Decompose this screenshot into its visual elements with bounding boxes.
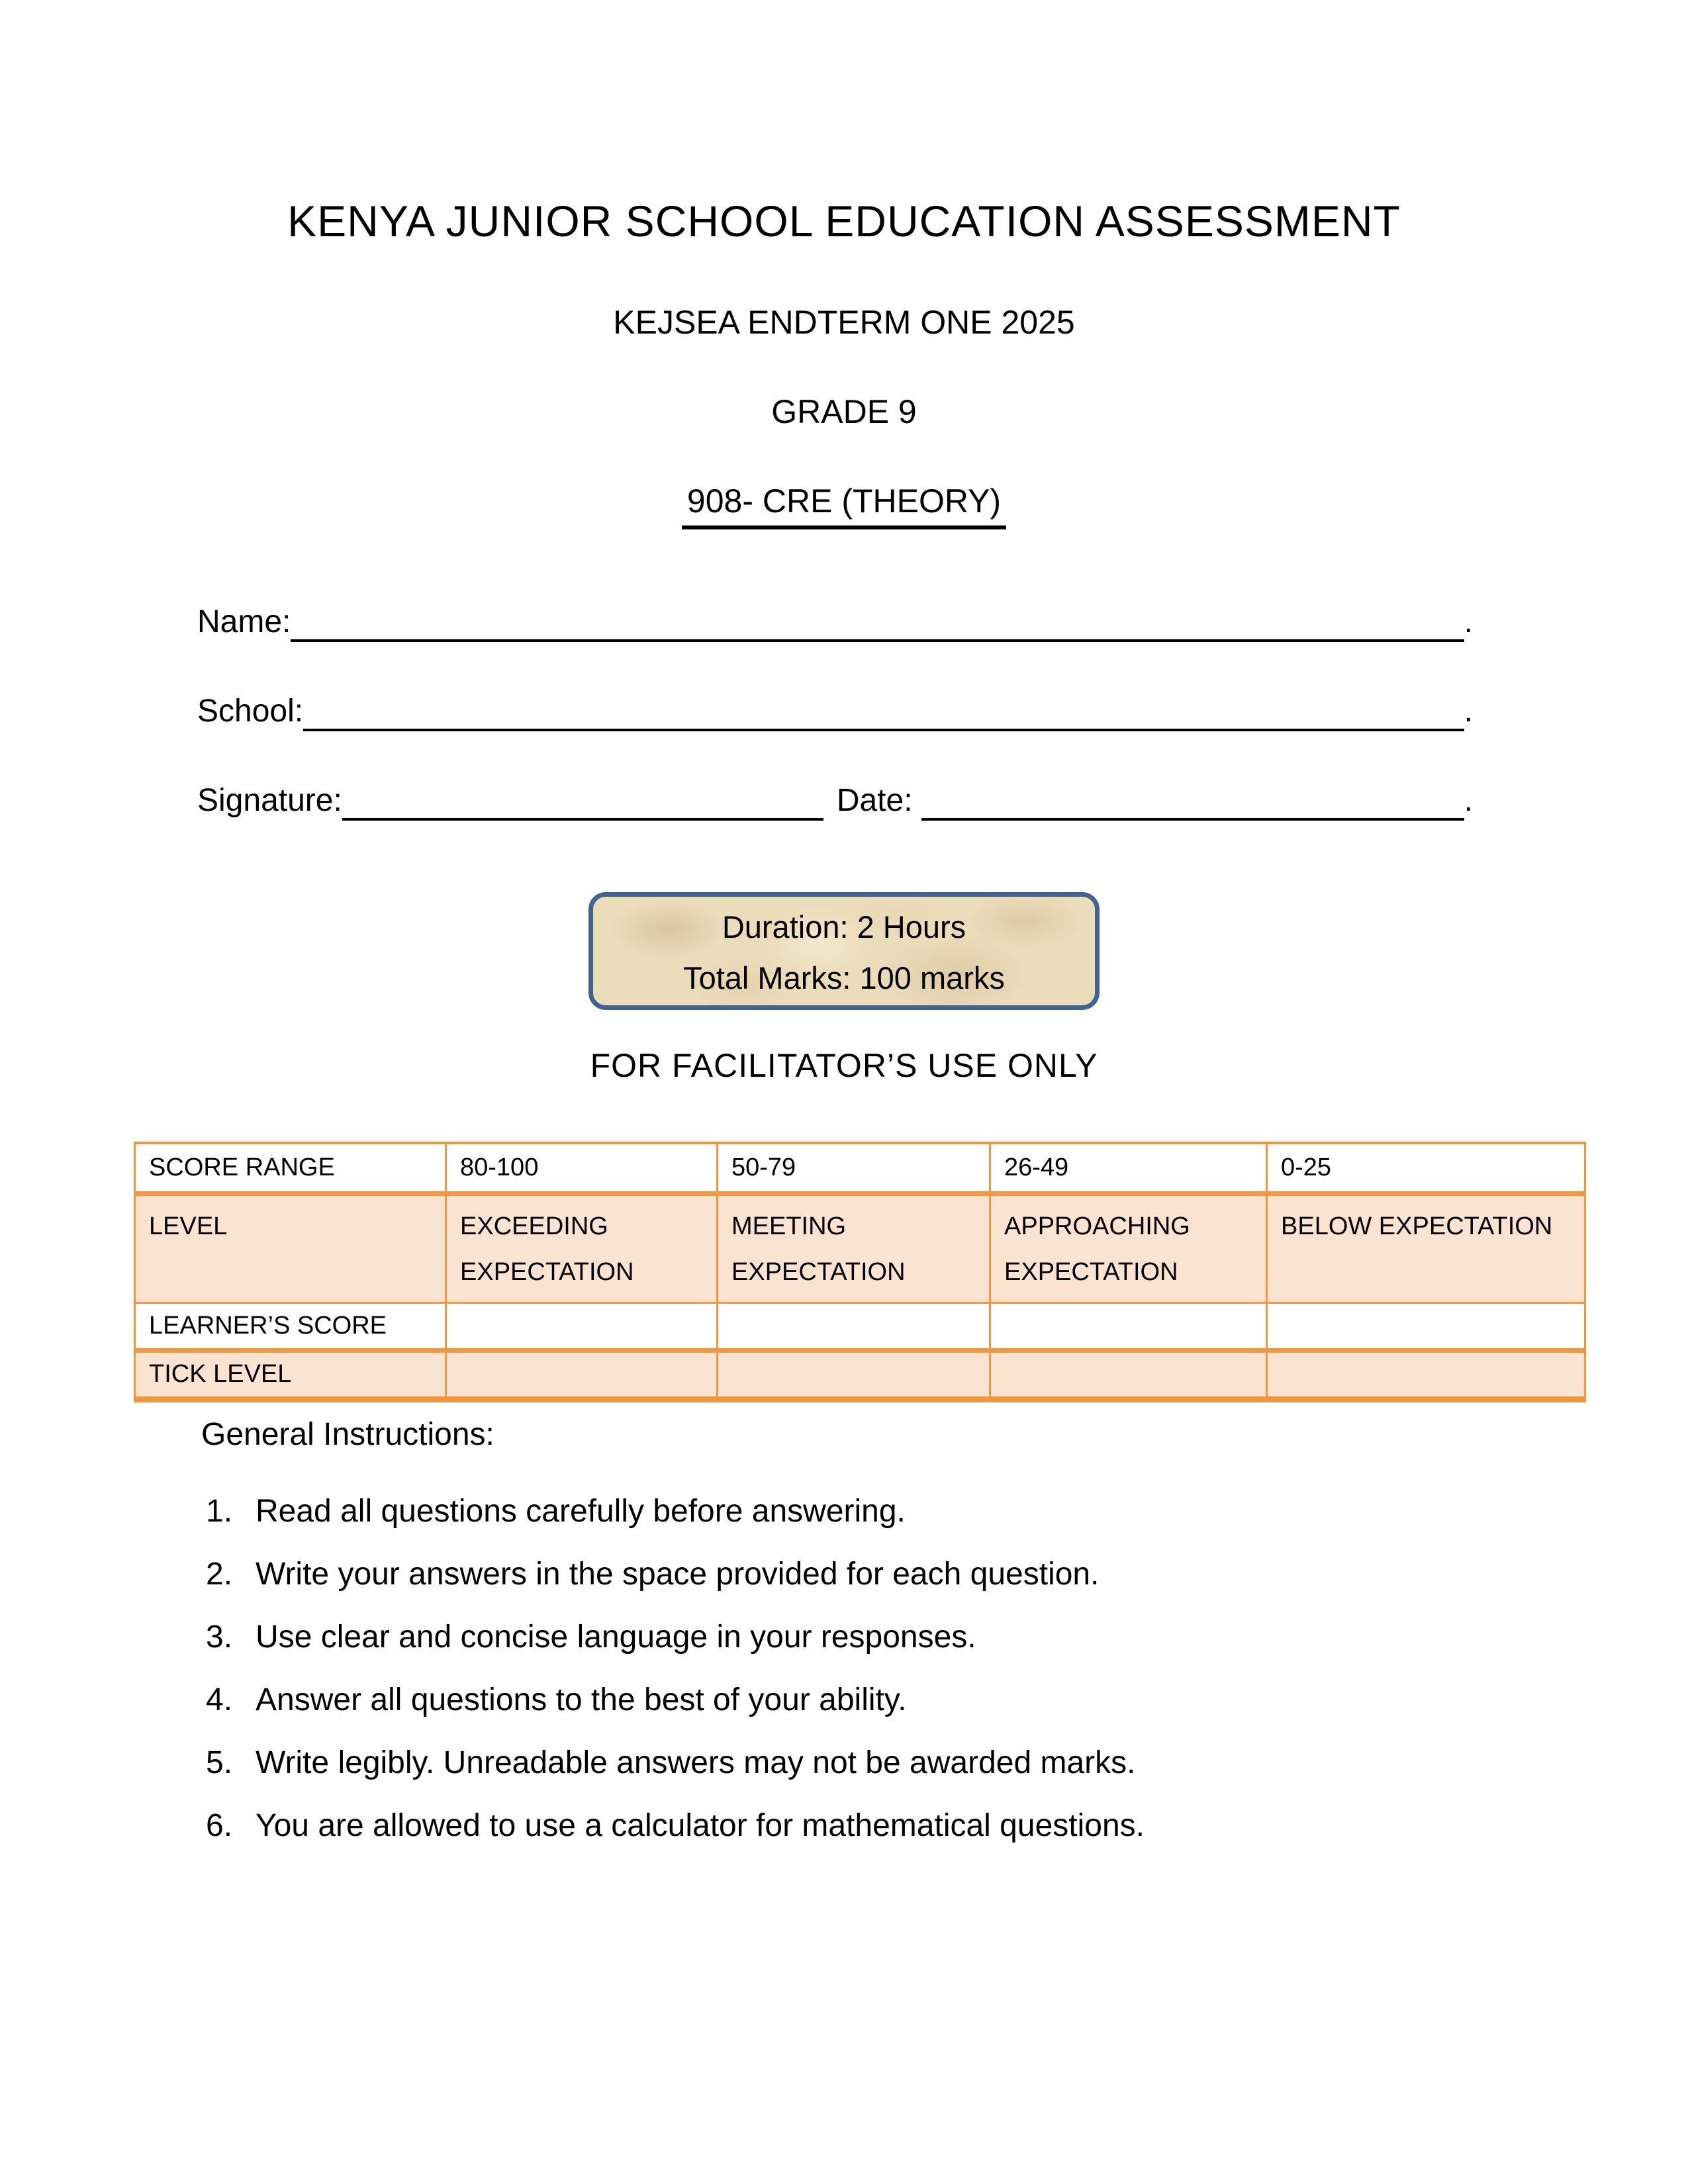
learners-score-cell-3[interactable] xyxy=(990,1302,1267,1350)
tick-level-cell-3[interactable] xyxy=(990,1350,1267,1399)
level-cell-2: MEETING EXPECTATION xyxy=(718,1193,990,1302)
score-range-cell-1: 80-100 xyxy=(446,1143,718,1193)
level-cell-1: EXCEEDING EXPECTATION xyxy=(446,1193,718,1302)
duration-text: Duration: 2 Hours xyxy=(722,909,966,944)
instruction-item-2 xyxy=(206,1556,1556,1592)
instruction-text: Read all questions carefully before answering. xyxy=(256,1493,906,1529)
learners-score-cell-4[interactable] xyxy=(1267,1302,1585,1350)
learners-score-cell-1[interactable] xyxy=(446,1302,718,1350)
instruction-number: 3. xyxy=(206,1619,233,1655)
instruction-number: 2. xyxy=(206,1556,233,1592)
instruction-item-6 xyxy=(206,1807,1556,1843)
instruction-item-4 xyxy=(206,1684,1556,1716)
exam-series: KEJSEA ENDTERM ONE 2025 xyxy=(613,304,1075,341)
instruction-item-5 xyxy=(206,1747,1556,1779)
level-cell-3: APPROACHING EXPECTATION xyxy=(990,1193,1267,1302)
school-line-terminator: . xyxy=(1464,694,1473,729)
score-range-cell-3: 26-49 xyxy=(990,1143,1267,1193)
school-fill-line[interactable] xyxy=(303,692,1464,731)
date-line-terminator: . xyxy=(1464,783,1473,818)
facilitator-heading: FOR FACILITATOR’S USE ONLY xyxy=(590,1047,1098,1084)
level-cell-4: BELOW EXPECTATION xyxy=(1267,1193,1585,1302)
instruction-number: 6. xyxy=(206,1807,233,1843)
instruction-number: 5. xyxy=(206,1745,233,1780)
table-row-tick-level xyxy=(135,1350,1585,1399)
signature-date-field-row xyxy=(197,781,1473,821)
signature-label: Signature: xyxy=(197,783,342,818)
instructions-heading: General Instructions: xyxy=(201,1416,494,1452)
instruction-item-3 xyxy=(206,1621,1556,1653)
facilitator-table xyxy=(134,1142,1586,1402)
tick-level-cell-1[interactable] xyxy=(446,1350,718,1399)
score-range-row-label: SCORE RANGE xyxy=(135,1143,446,1193)
learners-score-row-label: LEARNER’S SCORE xyxy=(135,1302,446,1350)
name-label: Name: xyxy=(197,604,291,639)
instruction-text: Use clear and concise language in your responses. xyxy=(256,1619,976,1655)
instruction-text: You are allowed to use a calculator for mathematical questions. xyxy=(256,1807,1145,1843)
tick-level-cell-2[interactable] xyxy=(718,1350,990,1399)
level-row-label: LEVEL xyxy=(135,1193,446,1302)
school-label: School: xyxy=(197,694,304,729)
total-marks-text: Total Marks: 100 marks xyxy=(683,960,1005,995)
name-line-terminator: . xyxy=(1464,604,1473,639)
grade-level: GRADE 9 xyxy=(771,393,917,430)
score-range-cell-2: 50-79 xyxy=(718,1143,990,1193)
instruction-number: 1. xyxy=(206,1493,233,1529)
page-title: KENYA JUNIOR SCHOOL EDUCATION ASSESSMENT xyxy=(287,197,1401,246)
name-field-row xyxy=(197,602,1473,642)
instruction-number: 4. xyxy=(206,1682,233,1717)
instructions-list xyxy=(0,1493,1688,1843)
subject-line xyxy=(0,484,1688,529)
tick-level-cell-4[interactable] xyxy=(1267,1350,1585,1399)
subject-title: 908- CRE (THEORY) xyxy=(682,484,1006,529)
table-row-score-range xyxy=(135,1143,1585,1193)
table-row-learners-score xyxy=(135,1302,1585,1350)
instruction-text: Write your answers in the space provided for each question. xyxy=(256,1556,1100,1592)
instruction-text: Answer all questions to the best of your ability. xyxy=(256,1682,907,1717)
date-fill-line[interactable] xyxy=(921,781,1464,821)
learners-score-cell-2[interactable] xyxy=(718,1302,990,1350)
name-fill-line[interactable] xyxy=(291,602,1464,642)
school-field-row xyxy=(197,692,1473,731)
instruction-item-1 xyxy=(206,1493,1556,1529)
duration-box xyxy=(588,892,1100,1010)
signature-fill-line[interactable] xyxy=(342,781,823,821)
score-range-cell-4: 0-25 xyxy=(1267,1143,1585,1193)
date-label: Date: xyxy=(836,783,913,818)
tick-level-row-label: TICK LEVEL xyxy=(135,1350,446,1399)
instruction-text: Write legibly. Unreadable answers may not be awarded marks. xyxy=(256,1745,1136,1780)
table-row-level xyxy=(135,1193,1585,1302)
